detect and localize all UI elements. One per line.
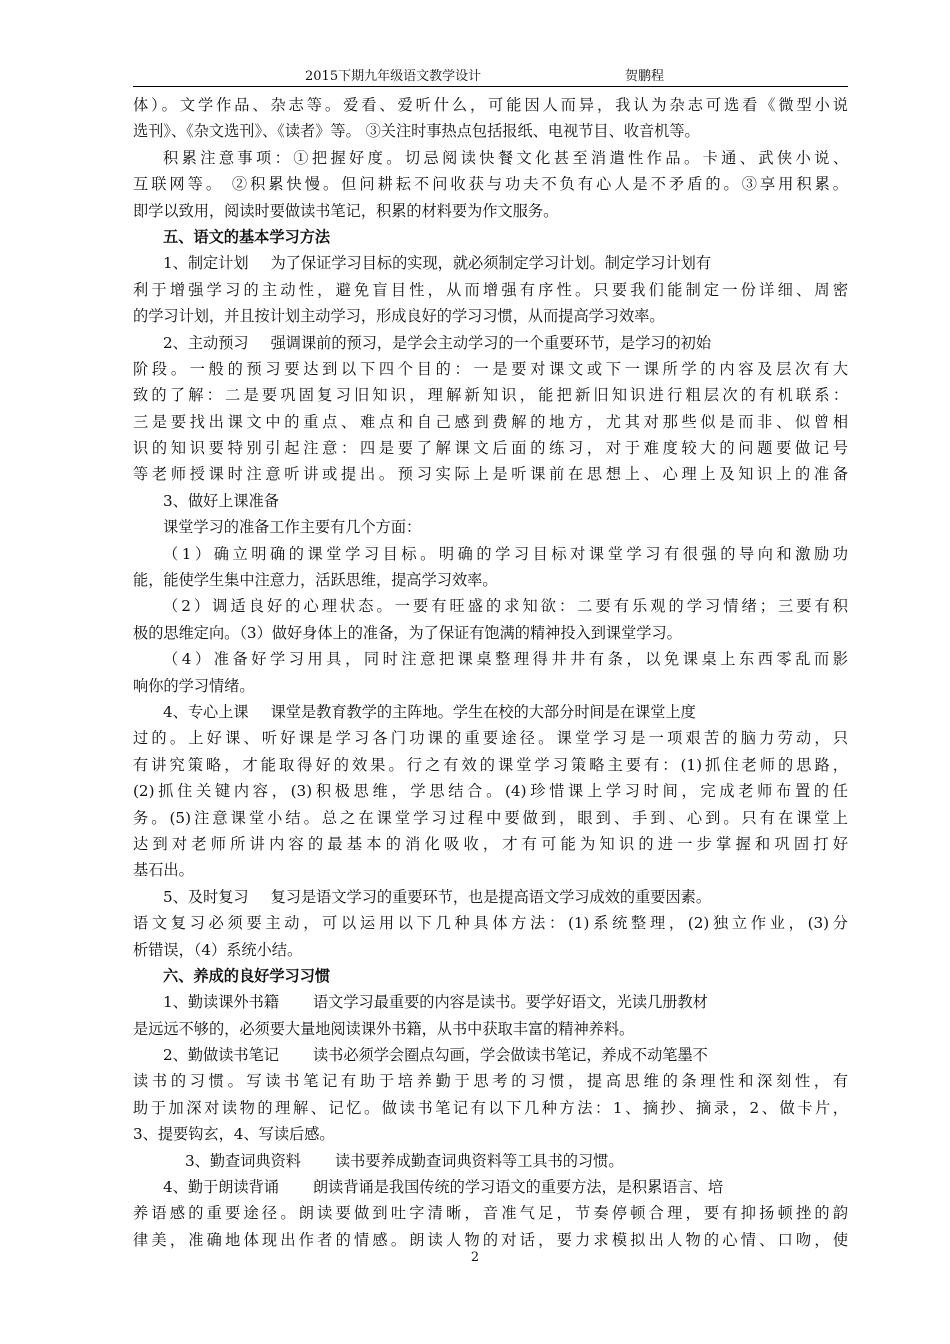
text-span: 为了保证学习目标的实现，就必须制定学习计划。制定学习计划有 (270, 254, 712, 273)
text-line: 利于增强学习的主动性，避免盲目性，从而增强有序性。只要我们能制定一份详细、周密 (133, 280, 848, 299)
text-line: 律美，准确地体现出作者的情感。朗读人物的对话，要力求模拟出人物的心情、口吻，使 (133, 1230, 848, 1249)
text-line: 养语感的重要途径。朗读要做到吐字清晰，音准气足，节奏停顿合理，要有抑扬顿挫的韵 (133, 1204, 848, 1223)
text-span: 复习是语文学习的重要环节，也是提高语文学习成效的重要因素。 (270, 887, 712, 906)
text-line (133, 989, 848, 1015)
text-line: 识的知识要特别引起注意：四是要了解课文后面的练习，对于难度较大的问题要做记号 (133, 439, 848, 458)
subheading: 2、勤做读书笔记 (163, 1046, 279, 1065)
subheading: 2、主动预习 (163, 333, 249, 352)
text-line: 的学习计划，并且按计划主动学习，形成良好的学习习惯，从而提高学习效率。 (133, 307, 665, 326)
text-line (133, 1042, 848, 1068)
text-line (133, 1174, 848, 1200)
text-line: 达到对老师所讲内容的最基本的消化吸收，才有可能为知识的进一步掌握和巩固打好 (133, 834, 848, 853)
header-title: 2015下期九年级语文教学设计 (305, 69, 482, 84)
text-line: 过的。上好课、听好课是学习各门功课的重要途径。课堂学习是一项艰苦的脑力劳动，只 (133, 729, 848, 748)
text-line: 基石出。 (133, 861, 194, 880)
text-span: 语文学习最重要的内容是读书。要学好语文，光读几册教材 (312, 993, 708, 1012)
text-line: 务。(5)注意课堂小结。总之在课堂学习过程中要做到，眼到、手到、心到。只有在课堂上 (133, 808, 848, 827)
subheading: 1、制定计划 (163, 254, 249, 273)
text-line: (2)抓住关键内容，(3)积极思维，学思结合。(4)珍惜课上学习时间，完成老师布置的任 (133, 782, 848, 801)
text-line: 有讲究策略，才能取得好的效果。行之有效的课堂学习策略主要有：(1)抓住老师的思路， (133, 755, 848, 774)
text-line: 三是要找出课文中的重点、难点和自己感到费解的地方，尤其对那些似是而非、似曾相 (133, 412, 848, 431)
text-line (133, 884, 848, 910)
subheading: 1、勤读课外书籍 (163, 993, 279, 1012)
page-number: 2 (470, 1250, 480, 1265)
text-line: 等老师授课时注意听讲或提出。预习实际上是听课前在思想上、心理上及知识上的准备 (133, 465, 848, 484)
text-line: 析错误，（4）系统小结。 (133, 940, 303, 959)
text-line (133, 250, 848, 276)
text-line: 课堂学习的准备工作主要有几个方面： (163, 518, 422, 537)
subheading: 3、做好上课准备 (163, 491, 279, 510)
section-heading: 六、养成的良好学习习惯 (163, 966, 331, 985)
subheading: 5、及时复习 (163, 887, 249, 906)
text-line (133, 699, 848, 725)
header-author: 贺鹏程 (625, 69, 665, 84)
text-line: 语文复习必须要主动，可以运用以下几种具体方法：(1)系统整理，(2)独立作业，(3)分 (133, 914, 848, 933)
text-span: 朗读背诵是我国传统的学习语文的重要方法，是积累语言、培 (312, 1178, 724, 1197)
page-header (133, 62, 848, 87)
text-line: 响你的学习情绪。 (133, 676, 255, 695)
text-line: 3、提要钩玄，4、写读后感。 (133, 1125, 335, 1144)
subheading: 3、勤查词典资料 (185, 1151, 301, 1170)
subheading: 4、专心上课 (163, 702, 249, 721)
text-span: 读书必须学会圈点勾画，学会做读书笔记，养成不动笔墨不 (312, 1046, 708, 1065)
subheading: 4、勤于朗读背诵 (163, 1178, 279, 1197)
text-line: 互联网等。 ②积累快慢。但问耕耘不问收获与功夫不负有心人是不矛盾的。③享用积累。 (133, 175, 848, 194)
document-body (133, 92, 848, 1253)
text-line: （2）调适良好的心理状态。一要有旺盛的求知欲：二要有乐观的学习情绪；三要有积 (163, 597, 848, 616)
text-line: 极的思维定向。（3）做好身体上的准备，为了保证有饱满的精神投入到课堂学习。 (133, 623, 682, 642)
text-line: 读书的习惯。写读书笔记有助于培养勤于思考的习惯，提高思维的条理性和深刻性，有 (133, 1072, 848, 1091)
text-span: 读书要养成勤查词典资料等工具书的习惯。 (334, 1151, 624, 1170)
text-line: 助于加深对读物的理解、记忆。做读书笔记有以下几种方法：1、摘抄、摘录，2、做卡片， (133, 1098, 848, 1117)
text-span: 强调课前的预习，是学会主动学习的一个重要环节，是学习的初始 (270, 333, 712, 352)
text-line: （4）准备好学习用具，同时注意把课桌整理得井井有条，以免课桌上东西零乱而影 (163, 650, 848, 669)
text-line: 即学以致用，阅读时要做读书笔记，积累的材料要为作文服务。 (133, 201, 559, 220)
text-span: 课堂是教育教学的主阵地。学生在校的大部分时间是在课堂上度 (270, 702, 696, 721)
text-line: 积累注意事项：①把握好度。切忌阅读快餐文化甚至消遣性作品。卡通、武侠小说、 (163, 148, 848, 167)
text-line (133, 1148, 848, 1174)
text-line: 阶段。一般的预习要达到以下四个目的：一是要对课文或下一课所学的内容及层次有大 (133, 359, 848, 378)
text-line: 致的了解：二是要巩固复习旧知识，理解新知识，能把新旧知识进行粗层次的有机联系： (133, 386, 848, 405)
text-line: 体）。文学作品、杂志等。爱看、爱听什么，可能因人而异，我认为杂志可选看《微型小说 (133, 96, 848, 114)
text-line (133, 330, 848, 356)
text-line: （1）确立明确的课堂学习目标。明确的学习目标对课堂学习有很强的导向和激励功 (163, 544, 848, 563)
section-heading: 五、语文的基本学习方法 (163, 227, 331, 246)
text-line: 是远远不够的，必须要大量地阅读课外书籍，从书中获取丰富的精神养料。 (133, 1019, 635, 1038)
text-line: 选刊》、《杂文选刊》、《读者》等。 ③关注时事热点包括报纸、电视节目、收音机等。 (133, 122, 700, 141)
text-line: 能，能使学生集中注意力，活跃思维，提高学习效率。 (133, 571, 498, 590)
